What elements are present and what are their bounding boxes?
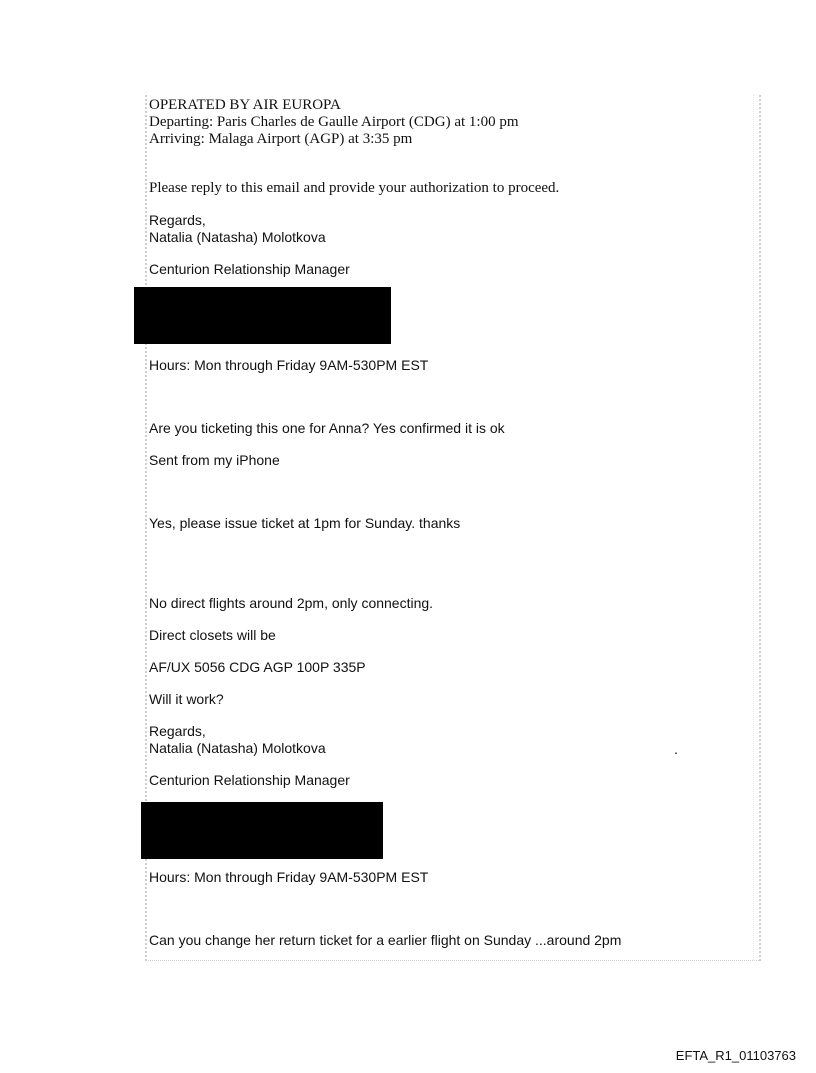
ticketing-question: Are you ticketing this one for Anna? Yes confirmed it is ok	[149, 420, 505, 436]
sent-from-iphone: Sent from my iPhone	[149, 452, 280, 468]
will-it-work: Will it work?	[149, 691, 224, 707]
sender-name-2: Natalia (Natasha) Molotkova	[149, 740, 326, 756]
regards-2: Regards,	[149, 723, 206, 739]
regards-1: Regards,	[149, 212, 206, 228]
sender-name-1: Natalia (Natasha) Molotkova	[149, 229, 326, 245]
departing-line: Departing: Paris Charles de Gaulle Airport (CDG) at 1:00 pm	[149, 114, 519, 130]
stray-dot: .	[674, 741, 678, 757]
operated-by-line: OPERATED BY AIR EUROPA	[149, 97, 341, 113]
change-request-message: Can you change her return ticket for a earlier flight on Sunday ...around 2pm	[149, 932, 622, 948]
email-frame-inner-border	[753, 95, 754, 960]
no-direct-message: No direct flights around 2pm, only connecting.	[149, 595, 434, 611]
redaction-block-1	[134, 287, 391, 344]
sender-title-2: Centurion Relationship Manager	[149, 772, 350, 788]
sender-title-1: Centurion Relationship Manager	[149, 261, 350, 277]
reply-request: Please reply to this email and provide your authorization to proceed.	[149, 180, 560, 196]
hours-2: Hours: Mon through Friday 9AM-530PM EST	[149, 869, 429, 885]
issue-ticket-message: Yes, please issue ticket at 1pm for Sunday. thanks	[149, 515, 461, 531]
flight-option: AF/UX 5056 CDG AGP 100P 335P	[149, 659, 366, 675]
arriving-line: Arriving: Malaga Airport (AGP) at 3:35 pm	[149, 131, 413, 147]
document-id: EFTA_R1_01103763	[675, 1048, 796, 1063]
hours-1: Hours: Mon through Friday 9AM-530PM EST	[149, 357, 429, 373]
direct-closest-message: Direct closets will be	[149, 627, 276, 643]
redaction-block-2	[141, 802, 383, 859]
